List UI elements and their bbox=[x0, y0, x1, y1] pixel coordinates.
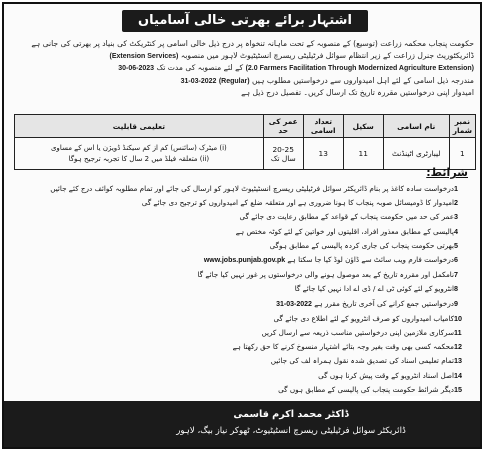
cell-qualification bbox=[15, 138, 264, 170]
term-text-urdu: درخواست فارم ویب سائٹ سے ڈاؤن لوڈ کیا جا سکتا ہے bbox=[287, 255, 454, 265]
intro-line-1: حکومت پنجاب محکمہ زراعت (توسیع) کے منصوبہ کے تحت ماہانہ تنخواہ پر درج ذیل خالی اسامی پر کنٹریکٹ کی بنیاد پر بھرتی کی جانی ہے bbox=[31, 39, 474, 48]
cell-post: لیبارٹری اٹینڈنٹ bbox=[383, 138, 449, 170]
term-number: 14 bbox=[454, 370, 462, 380]
list-item bbox=[16, 282, 474, 296]
table-header-row bbox=[15, 115, 476, 138]
cell-quantity: 13 bbox=[303, 138, 343, 170]
term-text: بھرتی حکومت پنجاب کی جاری کردہ پالیسی کے مطابق ہوگی bbox=[269, 240, 454, 250]
signatory-name: ڈاکٹر محمد اکرم قاسمی bbox=[233, 409, 349, 420]
jobs-portal-link[interactable]: www.jobs.punjab.gov.pk bbox=[203, 257, 286, 265]
term-text: نامکمل اور مقررہ تاریخ کے بعد موصول ہونے والی درخواستوں پر غور نہیں کیا جائے گا bbox=[197, 270, 454, 280]
list-item bbox=[16, 369, 474, 383]
qualification-1: (i) میٹرک (سائنس) کم از کم سیکنڈ ڈویژن یا اس کے مساوی bbox=[50, 143, 227, 152]
list-item bbox=[16, 297, 474, 312]
term-number: 13 bbox=[454, 356, 462, 366]
cell-serial: 1 bbox=[449, 138, 475, 170]
term-number: 5 bbox=[454, 240, 458, 250]
intro-line-2-urdu: ڈائریکٹوریٹ جنرل زراعت کے زیر انتظام سوائل فرٹیلیٹی ریسرچ انسٹیٹیوٹ لاہور میں منصوبہ bbox=[180, 50, 474, 60]
term-text: اصل اسناد انٹرویو کے وقت پیش کرنا ہوں گی bbox=[318, 370, 454, 380]
header-quantity: تعداد اسامی bbox=[303, 115, 343, 138]
term-text: پالیسی کے مطابق معذور افراد، اقلیتوں اور خواتین کے لئے کوٹہ مختص ہے bbox=[235, 226, 454, 236]
header-age: عمر کی حد bbox=[263, 115, 303, 138]
header-scale: سکیل bbox=[343, 115, 383, 138]
cell-scale: 11 bbox=[343, 138, 383, 170]
intro-line-4-urdu: مندرجہ ذیل اسامی کے لئے اہل امیدواروں سے درخواستیں مطلوب ہیں bbox=[251, 75, 474, 85]
list-item bbox=[16, 326, 474, 340]
list-item bbox=[16, 354, 474, 368]
term-number: 1 bbox=[454, 184, 458, 193]
term-text bbox=[16, 297, 454, 312]
intro-line-5: امیدوار اپنی درخواستیں مقررہ تاریخ تک ارسال کریں۔ تفصیل درج ذیل ہے bbox=[241, 88, 474, 98]
intro-line-3 bbox=[14, 62, 474, 75]
project-end-date: 30-06-2023 bbox=[118, 65, 155, 73]
term-number: 2 bbox=[454, 198, 458, 208]
list-item bbox=[16, 340, 474, 354]
list-item bbox=[16, 253, 474, 268]
term-text: انٹرویو کے لئے کوئی ٹی اے / ڈی اے ادا نہیں کیا جائے گا bbox=[294, 284, 454, 294]
terms-list bbox=[16, 182, 474, 397]
project-name-label: (2.0 Farmers Facilitation Through Modernized Agriculture Extension) bbox=[245, 65, 474, 73]
extension-services-label: (Extension Services) bbox=[109, 52, 179, 60]
intro-line-3-urdu: کے لئے منصوبہ کی مدت تک bbox=[156, 63, 244, 73]
term-text: درخواست سادہ کاغذ پر بنام ڈائریکٹر سوائل فرٹیلیٹی ریسرچ انسٹیٹیوٹ لاہور کو ارسال کی جائے اور تمام مطلوبہ کوائف درج کئے جائیں bbox=[50, 184, 454, 193]
signatory-office: ڈائریکٹر سوائل فرٹیلیٹی ریسرچ انسٹیٹیوٹ، ٹھوکر نیاز بیگ، لاہور bbox=[176, 426, 406, 436]
list-item bbox=[16, 268, 474, 282]
term-text: عمر کی حد میں حکومت پنجاب کے قواعد کے مطابق رعایت دی جائے گی bbox=[239, 212, 454, 222]
advertisement-title: اشتہار برائے بھرتی خالی آسامیاں bbox=[122, 10, 368, 32]
signatory-block bbox=[146, 406, 436, 440]
term-text-urdu: درخواستیں جمع کرانے کی آخری تاریخ مقرر ہے bbox=[314, 298, 454, 308]
term-number: 4 bbox=[454, 226, 458, 236]
header-qualification: تعلیمی قابلیت bbox=[15, 115, 264, 138]
list-item bbox=[16, 239, 474, 253]
list-item bbox=[16, 182, 474, 196]
qualification-2: (ii) متعلقہ فیلڈ میں 2 سال کا تجربہ ترجیح ہوگا bbox=[68, 154, 210, 163]
regular-label: (Regular) bbox=[218, 77, 250, 85]
list-item bbox=[16, 225, 474, 239]
term-number: 15 bbox=[454, 384, 462, 394]
header-post: نام اسامی bbox=[383, 115, 449, 138]
list-item bbox=[16, 383, 474, 397]
term-number: 11 bbox=[454, 328, 462, 338]
deadline-date: 31-03-2022 bbox=[276, 300, 312, 308]
term-text: دیگر شرائط حکومت پنجاب کی پالیسی کے مطابق ہوں گی bbox=[278, 384, 454, 394]
intro-line-2 bbox=[14, 50, 474, 63]
term-number: 8 bbox=[454, 284, 458, 294]
vacancy-table bbox=[14, 114, 476, 170]
list-item bbox=[16, 312, 474, 326]
table-row bbox=[15, 138, 476, 170]
terms-heading: شرائط: bbox=[426, 166, 468, 179]
job-advertisement bbox=[2, 2, 482, 449]
term-text: سرکاری ملازمین اپنی درخواستیں مناسب ذریعہ سے ارسال کریں bbox=[261, 328, 454, 338]
cell-age: 20-25 سال تک bbox=[263, 138, 303, 170]
term-number: 9 bbox=[454, 298, 458, 308]
term-text: محکمہ کسی بھی وقت بغیر وجہ بتائے اشتہار منسوخ کرنے کا حق رکھتا ہے bbox=[232, 342, 454, 352]
header-serial: نمبر شمار bbox=[449, 115, 475, 138]
term-number: 6 bbox=[454, 255, 458, 265]
cutoff-date: 31-03-2022 bbox=[180, 77, 217, 85]
list-item bbox=[16, 196, 474, 210]
list-item bbox=[16, 210, 474, 224]
term-text: تمام تعلیمی اسناد کی تصدیق شدہ نقول ہمراہ لف کی جائیں bbox=[270, 356, 454, 366]
intro-paragraph bbox=[14, 38, 474, 99]
intro-line-4 bbox=[14, 75, 474, 88]
signatory-footer bbox=[4, 401, 480, 447]
term-text bbox=[16, 253, 454, 268]
term-number: 7 bbox=[454, 270, 458, 280]
term-text: کامیاب امیدواروں کو صرف انٹرویو کے لئے اطلاع دی جائے گی bbox=[273, 313, 454, 323]
term-number: 10 bbox=[454, 313, 462, 323]
term-number: 3 bbox=[454, 212, 458, 222]
term-text: امیدوار کا ڈومیسائل صوبہ پنجاب کا ہونا ضروری ہے اور متعلقہ ضلع کے امیدواروں کو ترجیح دی جائے گی bbox=[141, 198, 454, 208]
term-number: 12 bbox=[454, 342, 462, 352]
